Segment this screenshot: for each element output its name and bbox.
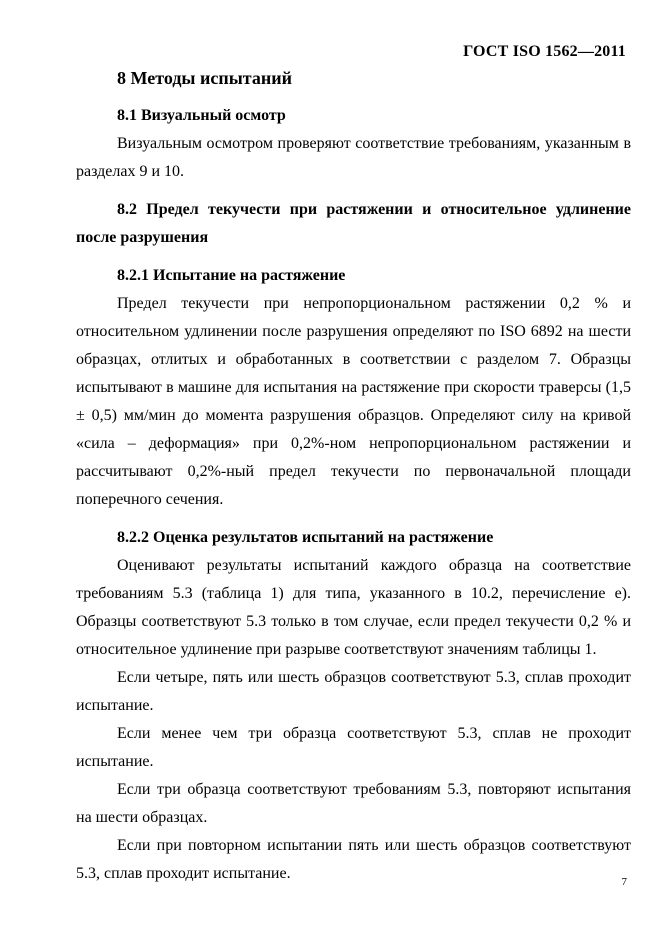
document-code: ГОСТ ISO 1562—2011 (463, 43, 626, 60)
subsection-8-1-text: Визуальным осмотром проверяют соответствие требованиям, указанным в разделах 9 и 10. (76, 135, 631, 180)
subsection-8-2-1-heading: 8.2.1 Испытание на растяжение (117, 267, 346, 284)
paragraph: Если четыре, пять или шесть образцов соответствуют 5.3, сплав проходит испытание. (76, 669, 631, 714)
subsection-8-1-heading: 8.1 Визуальный осмотр (117, 107, 286, 124)
document-body (76, 64, 631, 888)
paragraph: Если три образца соответствуют требованиям 5.3, повторяют испытания на шести образцах. (76, 781, 631, 826)
section-title: 8 Методы испытаний (117, 68, 292, 88)
paragraph: Если менее чем три образца соответствуют 5.3, сплав не проходит испытание. (76, 725, 631, 770)
paragraph: Оценивают результаты испытаний каждого образца на соответствие требованиям 5.3 (таблица 1) для типа, указанного в 10.2, перечисление е). Образцы соответствуют 5.3 только в том случае, если предел текучести 0,2 % и относительное удлинение при разрыве соответствуют значениям таблицы 1. (76, 557, 631, 658)
subsection-8-2-heading: 8.2 Предел текучести при растяжении и относительное удлинение после разрушения (76, 201, 631, 246)
page-number: 7 (621, 876, 627, 888)
paragraph: Если при повторном испытании пять или шесть образцов соответствуют 5.3, сплав проходит испытание. (76, 837, 631, 882)
subsection-8-2-2-heading: 8.2.2 Оценка результатов испытаний на растяжение (117, 529, 494, 546)
subsection-8-2-1-text: Предел текучести при непропорциональном растяжении 0,2 % и относительном удлинении после разрушения определяют по ISO 6892 на шести образцах, отлитых и обработанных в соответствии с разделом 7. Образцы испытывают в машине для испытания на растяжение при скорости траверсы (1,5 ± 0,5) мм/мин до момента разрушения образцов. Определяют силу на кривой «сила – деформация» при 0,2%-ном непропорциональном растяжении и рассчитывают 0,2%-ный предел текучести по первоначальной площади поперечного сечения. (76, 295, 631, 508)
